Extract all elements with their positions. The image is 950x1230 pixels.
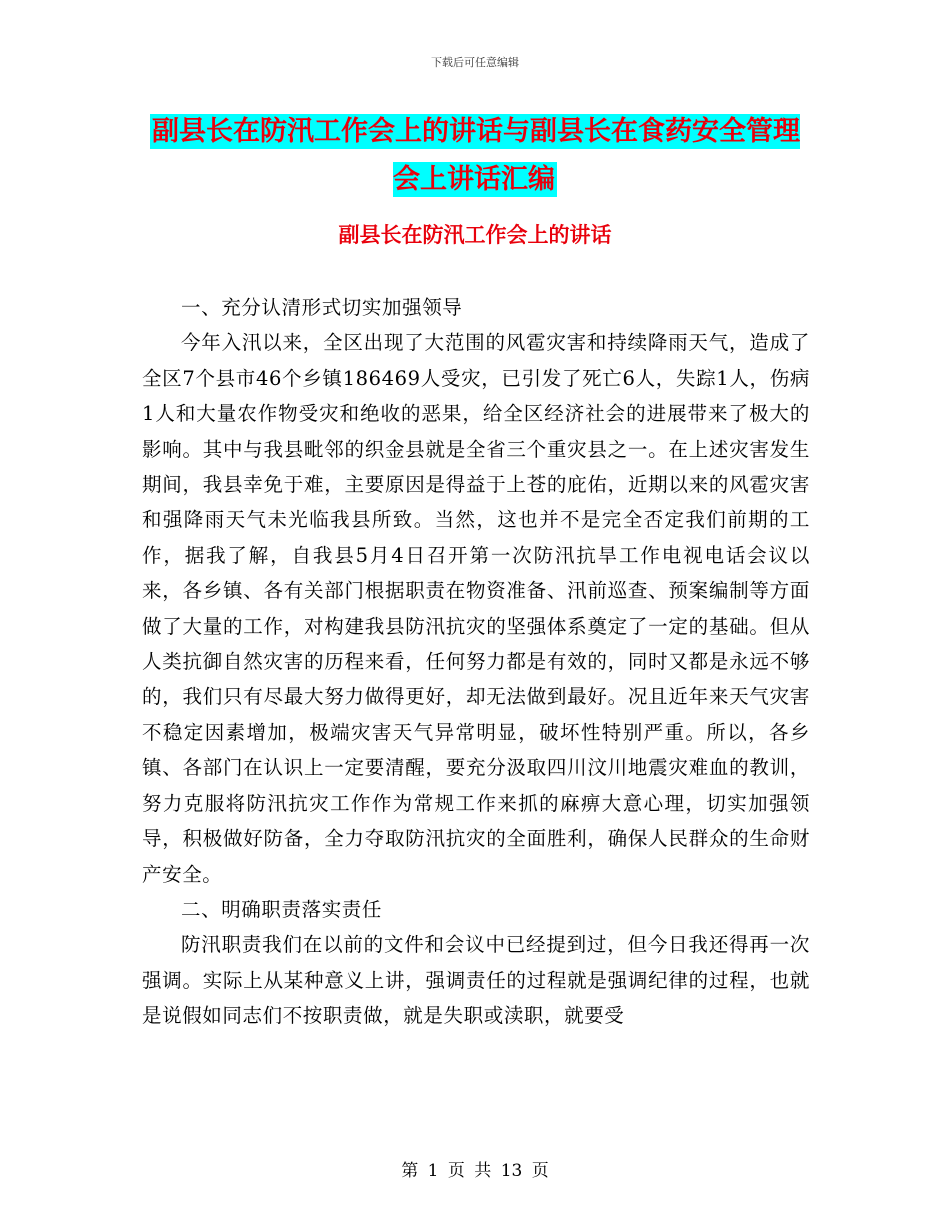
paragraph-2: 防汛职责我们在以前的文件和会议中已经提到过，但今日我还得再一次强调。实际上从某种意义上讲，强调责任的过程就是强调纪律的过程，也就是说假如同志们不按职责做，就是失职或渎职，就要受: [142, 933, 810, 1028]
body-text: [142, 290, 810, 1034]
document-title-text: 副县长在防汛工作会上的讲话与副县长在食药安全管理会上讲话汇编: [152, 116, 800, 195]
document-title: [140, 108, 810, 204]
paragraph-1: 今年入汛以来，全区出现了大范围的风雹灾害和持续降雨天气，造成了全区7个县市46个乡镇186469人受灾，已引发了死亡6人，失踪1人，伤病1人和大量农作物受灾和绝收的恶果，给全区经济社会的进展带来了极大的影响。其中与我县毗邻的织金县就是全省三个重灾县之一。在上述灾害发生期间，我县幸免于难，主要原因是得益于上苍的庇佑，近期以来的风雹灾害和强降雨天气未光临我县所致。当然，这也并不是完全否定我们前期的工作，据我了解，自我县5月4日召开第一次防汛抗旱工作电视电话会议以来，各乡镇、各有关部门根据职责在物资准备、汛前巡查、预案编制等方面做了大量的工作，对构建我县防汛抗灾的坚强体系奠定了一定的基础。但从人类抗御自然灾害的历程来看，任何努力都是有效的，同时又都是永远不够的，我们只有尽最大努力做得更好，却无法做到最好。况且近年来天气灾害不稳定因素增加，极端灾害天气异常明显，破坏性特别严重。所以，各乡镇、各部门在认识上一定要清醒，要充分汲取四川汶川地震灾难血的教训，努力克服将防汛抗灾工作作为常规工作来抓的麻痹大意心理，切实加强领导，积极做好防备，全力夺取防汛抗灾的全面胜利，确保人民群众的生命财产安全。: [142, 331, 810, 886]
section-title: 副县长在防汛工作会上的讲话: [338, 223, 612, 247]
header-note: 下载后可任意编辑: [431, 56, 519, 69]
page-number: 第 1 页 共 13 页: [401, 1161, 549, 1181]
heading-1: 一、充分认清形式切实加强领导: [181, 296, 463, 319]
heading-2: 二、明确职责落实责任: [181, 897, 383, 921]
